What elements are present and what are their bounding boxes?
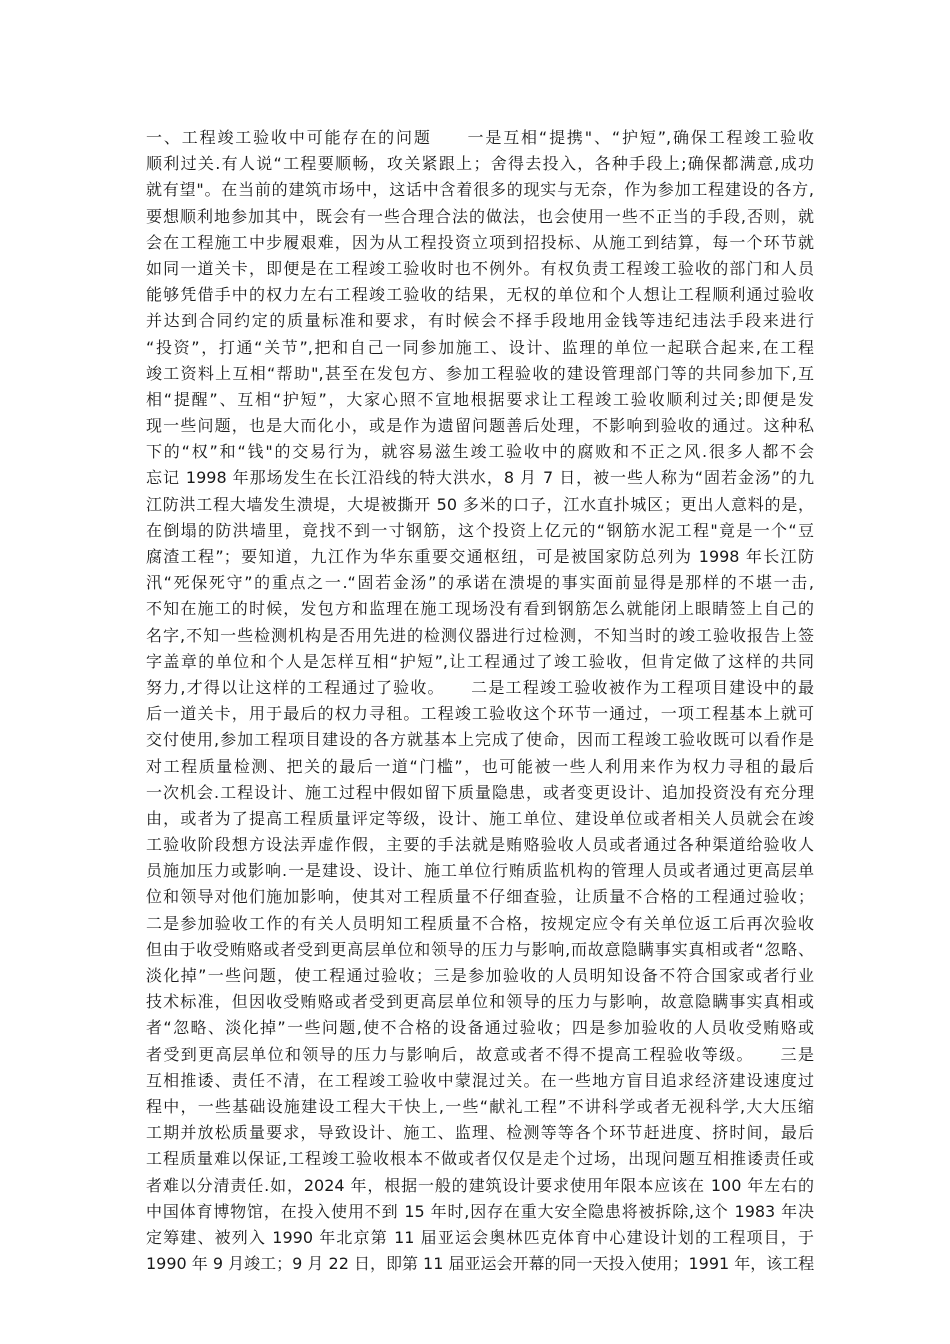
text-line: 对工程质量检测、把关的最后一道“门槛”，也可能被一些人利用来作为权力寻租的最后	[146, 756, 814, 776]
text-line: 现一些问题，也是大而化小，或是作为遗留问题善后处理，不影响到验收的通过。这种私	[146, 416, 814, 436]
text-line: 1990 年 9 月竣工；9 月 22 日，即第 11 届亚运会开幕的同一天投入使用；1991 年，该工程	[146, 1254, 814, 1274]
text-line: 竣工资料上互相“帮助",甚至在发包方、参加工程验收的建设管理部门等的共同参加下,互	[146, 363, 814, 383]
text-line: 者受到更高层单位和领导的压力与影响后，故意或者不得不提高工程验收等级。 三是	[146, 1044, 814, 1064]
text-line: 汛“死保死守”的重点之一.“固若金汤”的承诺在溃堤的事实面前显得是那样的不堪一击,	[146, 573, 814, 593]
text-line: 不知在施工的时候，发包方和监理在施工现场没有看到钢筋怎么就能闭上眼睛签上自己的	[146, 599, 814, 619]
text-line: 员施加压力或影响.一是建设、设计、施工单位行贿质监机构的管理人员或者通过更高层单	[146, 861, 814, 881]
text-line: 二是参加验收工作的有关人员明知工程质量不合格，按规定应令有关单位返工后再次验收	[146, 913, 814, 933]
text-line: 者“忽略、淡化掉”一些问题,使不合格的设备通过验收；四是参加验收的人员收受贿赂或	[146, 1018, 814, 1038]
body-text	[146, 125, 814, 1277]
text-line: 淡化掉”一些问题，使工程通过验收；三是参加验收的人员明知设备不符合国家或者行业	[146, 966, 814, 985]
text-line: 但由于收受贿赂或者受到更高层单位和领导的压力与影响,而故意隐瞒事实真相或者“忽略、	[146, 939, 814, 959]
text-line: 名字,不知一些检测机构是否用先进的检测仪器进行过检测，不知当时的竣工验收报告上签	[146, 625, 814, 645]
text-line: 定筹建、被列入 1990 年北京第 11 届亚运会奥林匹克体育中心建设计划的工程项目，于	[146, 1227, 814, 1247]
text-line: 后一道关卡，用于最后的权力寻租。工程竣工验收这个环节一通过，一项工程基本上就可	[146, 704, 814, 724]
text-line: 在倒塌的防洪墙里，竟找不到一寸钢筋，这个投资上亿元的“钢筋水泥工程"竟是一个“豆	[146, 520, 814, 540]
text-line: 如同一道关卡，即便是在工程竣工验收时也不例外。有权负责工程竣工验收的部门和人员	[146, 258, 814, 278]
text-line: 者难以分清责任.如，2024 年，根据一般的建筑设计要求使用年限本应该在 100 年左右的	[146, 1175, 814, 1195]
text-line: 字盖章的单位和个人是怎样互相“护短”,让工程通过了竣工验收，但肯定做了这样的共同	[146, 651, 814, 671]
text-line: 并达到合同约定的质量标准和要求，有时候会不择手段地用金钱等违纪违法手段来进行	[146, 311, 814, 331]
text-line: 努力,才得以让这样的工程通过了验收。 二是工程竣工验收被作为工程项目建设中的最	[146, 677, 814, 697]
text-line: 由，或者为了提高工程质量评定等级，设计、施工单位、建设单位或者相关人员就会在竣	[146, 808, 814, 828]
text-line: 工程质量难以保证,工程竣工验收根本不做或者仅仅是走个过场，出现问题互相推诿责任或	[146, 1149, 814, 1169]
text-line: 江防洪工程大墙发生溃堤，大堤被撕开 50 多米的口子，江水直扑城区；更出人意料的是，	[146, 494, 814, 514]
text-line: 相“提醒”、互相“护短”，大家心照不宣地根据要求让工程竣工验收顺利过关;即便是发	[146, 389, 814, 409]
text-line: 就有望"。在当前的建筑市场中，这话中含着很多的现实与无奈，作为参加工程建设的各方,	[146, 180, 814, 200]
text-line: 中国体育博物馆，在投入使用不到 15 年时,因存在重大安全隐患将被拆除,这个 1983 年决	[146, 1201, 814, 1221]
text-line: 一、工程竣工验收中可能存在的问题 一是互相“提携"、“护短”,确保工程竣工验收	[146, 128, 814, 147]
text-line: 下的“权”和“钱"的交易行为，就容易滋生竣工验收中的腐败和不正之风.很多人都不会	[146, 442, 814, 462]
text-line: 顺利过关.有人说“工程要顺畅，攻关紧跟上；舍得去投入，各种手段上;确保都满意,成功	[146, 154, 814, 174]
text-line: 会在工程施工中步履艰难，因为从工程投资立项到招投标、从施工到结算，每一个环节就	[146, 232, 814, 252]
text-line: 技术标准，但因收受贿赂或者受到更高层单位和领导的压力与影响，故意隐瞒事实真相或	[146, 992, 814, 1012]
text-line: 腐渣工程”；要知道，九江作为华东重要交通枢纽，可是被国家防总列为 1998 年长江防	[146, 547, 814, 566]
text-line: 互相推诿、责任不清，在工程竣工验收中蒙混过关。在一些地方盲目追求经济建设速度过	[146, 1070, 814, 1090]
text-line: 能够凭借手中的权力左右工程竣工验收的结果，无权的单位和个人想让工程顺利通过验收	[146, 285, 814, 305]
text-line: 程中，一些基础设施建设工程大干快上,一些“献礼工程”不讲科学或者无视科学,大大压缩	[146, 1096, 814, 1116]
text-line: 交付使用,参加工程项目建设的各方就基本上完成了使命，因而工程竣工验收既可以看作是	[146, 730, 814, 750]
text-line: 工期并放松质量要求，导致设计、施工、监理、检测等等各个环节赶进度、挤时间，最后	[146, 1123, 814, 1143]
text-line: “投资”，打通“关节”,把和自己一同参加施工、设计、监理的单位一起联合起来,在工程	[146, 337, 814, 357]
text-line: 忘记 1998 年那场发生在长江沿线的特大洪水，8 月 7 日，被一些人称为“固若金汤”的九	[146, 468, 814, 488]
text-line: 一次机会.工程设计、施工过程中假如留下质量隐患，或者变更设计、追加投资没有充分理	[146, 782, 814, 802]
text-line: 要想顺利地参加其中，既会有一些合理合法的做法，也会使用一些不正当的手段,否则，就	[146, 206, 814, 226]
text-line: 位和领导对他们施加影响，使其对工程质量不仔细查验，让质量不合格的工程通过验收；	[146, 887, 814, 907]
text-line: 工验收阶段想方设法弄虚作假，主要的手法就是贿赂验收人员或者通过各种渠道给验收人	[146, 835, 814, 855]
